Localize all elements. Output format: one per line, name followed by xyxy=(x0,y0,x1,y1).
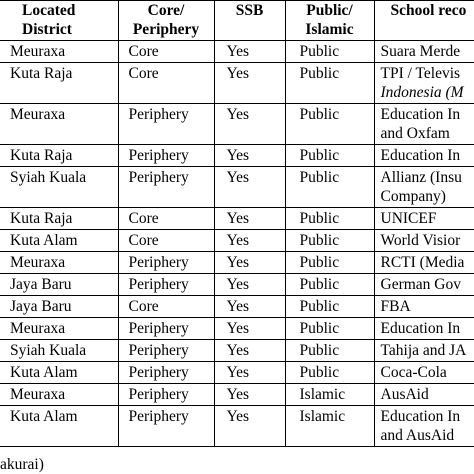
cell-core-periphery: Periphery xyxy=(118,167,214,208)
cell-district: Meuraxa xyxy=(0,318,118,340)
cell-ssb: Yes xyxy=(214,318,285,340)
school-line: Education In xyxy=(380,408,461,425)
cell-public-islamic: Public xyxy=(285,318,374,340)
header-ssb: SSB xyxy=(214,1,285,41)
cell-public-islamic: Public xyxy=(285,274,374,296)
table-row xyxy=(0,145,474,167)
table-row xyxy=(0,167,474,208)
cell-core-periphery: Periphery xyxy=(118,104,214,145)
cell-ssb: Yes xyxy=(214,145,285,167)
cell-core-periphery: Periphery xyxy=(118,406,214,447)
cell-school-reconstructed-by xyxy=(374,252,474,274)
school-line: Education In xyxy=(380,147,461,164)
school-line: RCTI (Media xyxy=(380,254,465,271)
cell-ssb: Yes xyxy=(214,252,285,274)
school-line: TPI / Televis xyxy=(380,65,461,82)
cell-ssb: Yes xyxy=(214,296,285,318)
cell-school-reconstructed-by xyxy=(374,362,474,384)
header-located-district: Located District xyxy=(0,1,118,41)
table-row xyxy=(0,274,474,296)
cell-ssb: Yes xyxy=(214,208,285,230)
cell-public-islamic: Public xyxy=(285,104,374,145)
cell-core-periphery: Core xyxy=(118,296,214,318)
cell-ssb: Yes xyxy=(214,274,285,296)
cell-core-periphery: Periphery xyxy=(118,384,214,406)
table-row xyxy=(0,296,474,318)
cell-ssb: Yes xyxy=(214,167,285,208)
school-line: Education In xyxy=(380,320,461,337)
table-row xyxy=(0,104,474,145)
cell-district: Syiah Kuala xyxy=(0,340,118,362)
cell-district: Kuta Alam xyxy=(0,406,118,447)
table-header-row xyxy=(0,1,474,41)
cell-ssb: Yes xyxy=(214,340,285,362)
cell-district: Kuta Alam xyxy=(0,230,118,252)
cell-district: Meuraxa xyxy=(0,384,118,406)
cell-district: Meuraxa xyxy=(0,252,118,274)
school-line: and Oxfam xyxy=(380,125,450,142)
school-line: Indonesia (M xyxy=(380,84,464,101)
cell-school-reconstructed-by xyxy=(374,296,474,318)
cell-public-islamic: Public xyxy=(285,167,374,208)
cell-core-periphery: Periphery xyxy=(118,340,214,362)
cell-public-islamic: Public xyxy=(285,145,374,167)
table-row xyxy=(0,230,474,252)
cell-public-islamic: Public xyxy=(285,296,374,318)
cell-ssb: Yes xyxy=(214,41,285,63)
school-line: Education In xyxy=(380,106,461,123)
table-row xyxy=(0,384,474,406)
school-line: World Visior xyxy=(380,232,461,249)
cell-district: Kuta Raja xyxy=(0,208,118,230)
school-line: Tahija and JA xyxy=(380,342,467,359)
cell-ssb: Yes xyxy=(214,63,285,104)
table-row xyxy=(0,318,474,340)
cell-ssb: Yes xyxy=(214,362,285,384)
table-row xyxy=(0,208,474,230)
cell-public-islamic: Public xyxy=(285,252,374,274)
cell-public-islamic: Public xyxy=(285,63,374,104)
cell-district: Syiah Kuala xyxy=(0,167,118,208)
school-line: FBA xyxy=(380,298,411,315)
cell-core-periphery: Core xyxy=(118,41,214,63)
cell-public-islamic: Public xyxy=(285,340,374,362)
cell-school-reconstructed-by xyxy=(374,230,474,252)
cell-district: Kuta Raja xyxy=(0,63,118,104)
school-line: AusAid xyxy=(380,386,429,403)
header-core-periphery: Core/ Periphery xyxy=(118,1,214,41)
school-line: and AusAid xyxy=(380,427,455,444)
cell-core-periphery: Periphery xyxy=(118,362,214,384)
footnote: akurai) xyxy=(0,456,44,473)
school-line: Allianz (Insu xyxy=(380,169,462,186)
cell-public-islamic: Public xyxy=(285,41,374,63)
school-line: UNICEF xyxy=(380,210,437,227)
table-row xyxy=(0,362,474,384)
cell-ssb: Yes xyxy=(214,406,285,447)
school-line: Suara Merde xyxy=(380,43,461,60)
cell-public-islamic: Islamic xyxy=(285,406,374,447)
header-public-islamic: Public/ Islamic xyxy=(285,1,374,41)
cell-district: Jaya Baru xyxy=(0,296,118,318)
cell-school-reconstructed-by xyxy=(374,41,474,63)
cell-school-reconstructed-by xyxy=(374,406,474,447)
table-row xyxy=(0,340,474,362)
cell-district: Jaya Baru xyxy=(0,274,118,296)
cell-public-islamic: Islamic xyxy=(285,384,374,406)
cell-school-reconstructed-by xyxy=(374,167,474,208)
cell-core-periphery: Core xyxy=(118,230,214,252)
cell-ssb: Yes xyxy=(214,230,285,252)
cell-public-islamic: Public xyxy=(285,208,374,230)
cell-core-periphery: Periphery xyxy=(118,252,214,274)
table-body xyxy=(0,41,474,447)
cell-ssb: Yes xyxy=(214,104,285,145)
table-row xyxy=(0,406,474,447)
school-line: Company) xyxy=(380,188,446,205)
cell-school-reconstructed-by xyxy=(374,384,474,406)
cell-district: Meuraxa xyxy=(0,104,118,145)
table-row xyxy=(0,63,474,104)
table-row xyxy=(0,252,474,274)
cell-school-reconstructed-by xyxy=(374,274,474,296)
cell-core-periphery: Periphery xyxy=(118,318,214,340)
cell-district: Meuraxa xyxy=(0,41,118,63)
cell-core-periphery: Core xyxy=(118,208,214,230)
school-line: Coca-Cola xyxy=(380,364,447,381)
cell-core-periphery: Periphery xyxy=(118,145,214,167)
table-row xyxy=(0,41,474,63)
cell-school-reconstructed-by xyxy=(374,145,474,167)
cell-core-periphery: Core xyxy=(118,63,214,104)
school-line: German Gov xyxy=(380,276,461,293)
cell-school-reconstructed-by xyxy=(374,318,474,340)
cell-ssb: Yes xyxy=(214,384,285,406)
cell-school-reconstructed-by xyxy=(374,104,474,145)
cell-district: Kuta Raja xyxy=(0,145,118,167)
cell-district: Kuta Alam xyxy=(0,362,118,384)
cell-public-islamic: Public xyxy=(285,362,374,384)
cell-school-reconstructed-by xyxy=(374,208,474,230)
cell-core-periphery: Periphery xyxy=(118,274,214,296)
cell-public-islamic: Public xyxy=(285,230,374,252)
header-school-reconstructed-by: School reco xyxy=(374,1,474,41)
cell-school-reconstructed-by xyxy=(374,63,474,104)
cell-school-reconstructed-by xyxy=(374,340,474,362)
